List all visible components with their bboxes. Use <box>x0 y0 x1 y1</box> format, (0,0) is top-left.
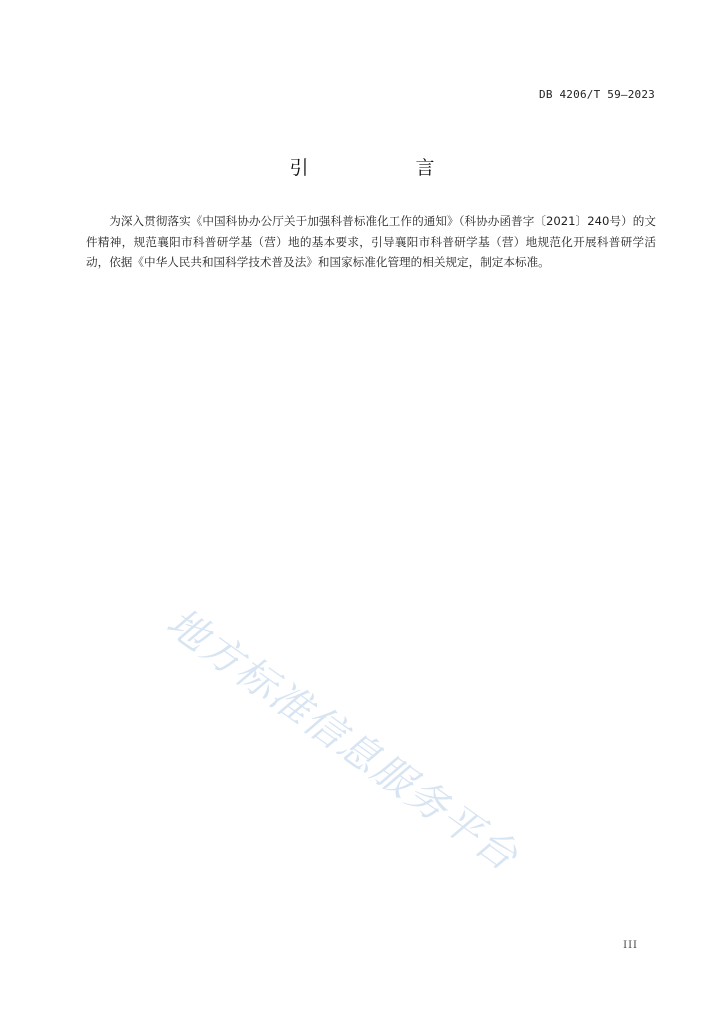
section-title: 引 言 <box>289 157 479 179</box>
page-number: III <box>623 940 638 951</box>
watermark-text: 地方标准信息服务平台 <box>158 599 527 881</box>
introduction-paragraph: 为深入贯彻落实《中国科协办公厅关于加强科普标准化工作的通知》（科协办函普字〔2021〕240号）的文件精神，规范襄阳市科普研学基（营）地的基本要求，引导襄阳市科普研学基（营）地规范化开展科普研学活动，依据《中华人民共和国科学技术普及法》和国家标准化管理的相关规定，制定本标准。 <box>86 214 656 269</box>
document-number: DB 4206/T 59—2023 <box>539 88 655 101</box>
